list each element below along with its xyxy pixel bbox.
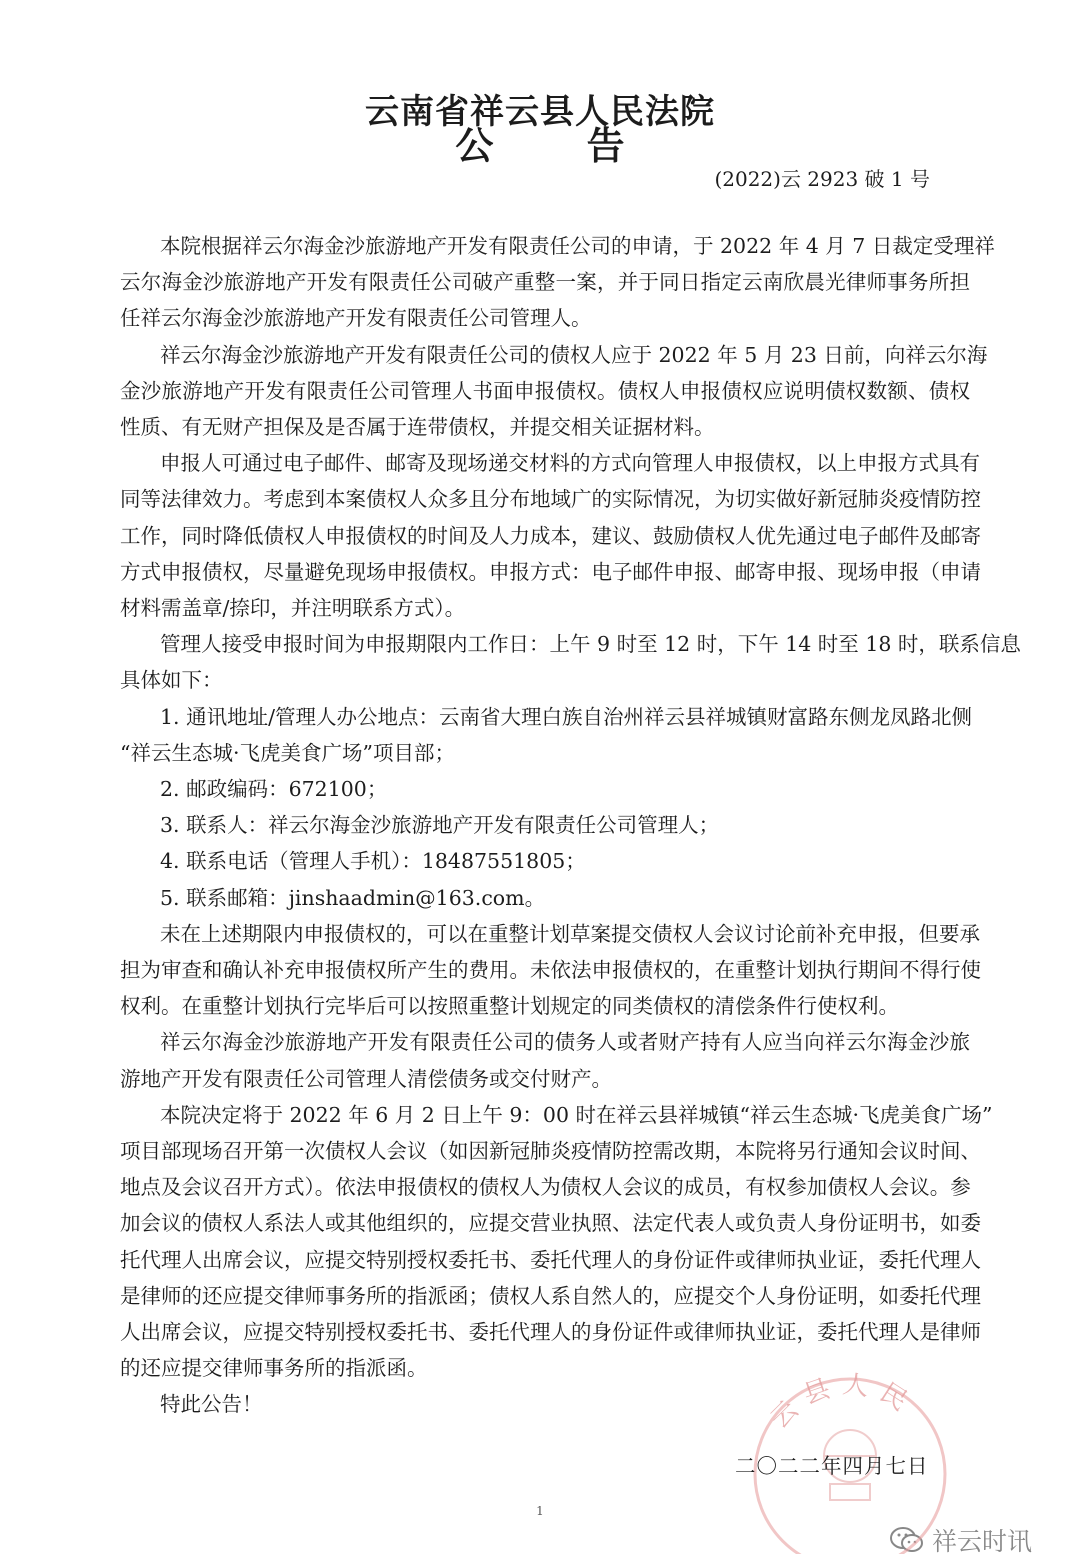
page-number: 1: [536, 1504, 544, 1519]
body-line: 祥云尔海金沙旅游地产开发有限责任公司的债权人应于 2022 年 5 月 23 日前，向祥云尔海: [160, 342, 988, 367]
body-line: 金沙旅游地产开发有限责任公司管理人书面申报债权。债权人申报债权应说明债权数额、债权: [120, 378, 970, 403]
body-line: 本院根据祥云尔海金沙旅游地产开发有限责任公司的申请，于 2022 年 4 月 7 日裁定受理祥: [160, 234, 995, 258]
body-line: 方式申报债权，尽量避免现场申报债权。申报方式：电子邮件申报、邮寄申报、现场申报（申请: [120, 559, 981, 584]
body-line: 任祥云尔海金沙旅游地产开发有限责任公司管理人。: [120, 306, 592, 331]
body-line: 游地产开发有限责任公司管理人清偿债务或交付财产。: [120, 1066, 612, 1091]
body-line: 同等法律效力。考虑到本案债权人众多且分布地域广的实际情况，为切实做好新冠肺炎疫情防控: [120, 487, 981, 512]
doc-title: 公 告: [455, 124, 665, 168]
contact-item: 2. 邮政编码：672100；: [160, 777, 388, 801]
body-line: 是律师的还应提交律师事务所的指派函；债权人系自然人的，应提交个人身份证明，如委托代理: [120, 1283, 981, 1308]
body-line: 加会议的债权人系法人或其他组织的，应提交营业执照、法定代表人或负责人身份证明书，如委: [120, 1211, 981, 1236]
body-line: 材料需盖章/捺印，并注明联系方式）。: [120, 596, 466, 620]
contact-item: 4. 联系电话（管理人手机）：18487551805；: [160, 849, 586, 874]
case-number: (2022)云 2923 破 1 号: [714, 167, 930, 191]
body-line: 权利。在重整计划执行完毕后可以按照重整计划规定的同类债权的清偿条件行使权利。: [120, 994, 899, 1019]
body-line: 的还应提交律师事务所的指派函。: [120, 1356, 428, 1381]
contact-item: “祥云生态城·飞虎美食广场”项目部；: [120, 740, 455, 765]
watermark-text: 祥云时讯: [932, 1527, 1033, 1557]
issue-date: 二〇二二年四月七日: [735, 1454, 929, 1479]
court-name: 云南省祥云县人民法院: [365, 92, 715, 132]
body-line: 工作，同时降低债权人申报债权的时间及人力成本，建议、鼓励债权人优先通过电子邮件及邮寄: [120, 523, 981, 548]
body-line: 管理人接受申报时间为申报期限内工作日：上午 9 时至 12 时，下午 14 时至 18 时，联系信息: [160, 632, 1021, 657]
body-line: 托代理人出席会议，应提交特别授权委托书、委托代理人的身份证件或律师执业证，委托代理人: [120, 1247, 981, 1272]
body-line: 地点及会议召开方式）。依法申报债权的债权人为债权人会议的成员，有权参加债权人会议。参: [120, 1175, 971, 1200]
body-line: 具体如下：: [120, 668, 223, 693]
contact-item: 1. 通讯地址/管理人办公地点：云南省大理白族自治州祥云县祥城镇财富路东侧龙凤路北侧: [160, 704, 972, 729]
contact-item: 3. 联系人：祥云尔海金沙旅游地产开发有限责任公司管理人；: [160, 813, 720, 838]
closing-text: 特此公告！: [160, 1392, 263, 1417]
body-line: 担为审查和确认补充申报债权所产生的费用。未依法申报债权的，在重整计划执行期间不得行使: [120, 958, 981, 982]
body-line: 项目部现场召开第一次债权人会议（如因新冠肺炎疫情防控需改期，本院将另行通知会议时间、: [120, 1139, 981, 1163]
body-line: 申报人可通过电子邮件、邮寄及现场递交材料的方式向管理人申报债权，以上申报方式具有: [160, 451, 980, 476]
body-line: 云尔海金沙旅游地产开发有限责任公司破产重整一案，并于同日指定云南欣晨光律师事务所担: [120, 270, 970, 295]
svg-text:云县人民: 云县人民: [764, 1369, 921, 1436]
body-line: 祥云尔海金沙旅游地产开发有限责任公司的债务人或者财产持有人应当向祥云尔海金沙旅: [160, 1030, 970, 1055]
body-line: 本院决定将于 2022 年 6 月 2 日上午 9：00 时在祥云县祥城镇“祥云生态城·飞虎美食广场”: [160, 1102, 993, 1127]
body-line: 性质、有无财产担保及是否属于连带债权，并提交相关证据材料。: [120, 415, 715, 439]
body-line: 未在上述期限内申报债权的，可以在重整计划草案提交债权人会议讨论前补充申报，但要承: [160, 921, 980, 946]
contact-item: 5. 联系邮箱：jinshaadmin@163.com。: [160, 885, 546, 910]
body-line: 人出席会议，应提交特别授权委托书、委托代理人的身份证件或律师执业证，委托代理人是律师: [120, 1320, 981, 1344]
